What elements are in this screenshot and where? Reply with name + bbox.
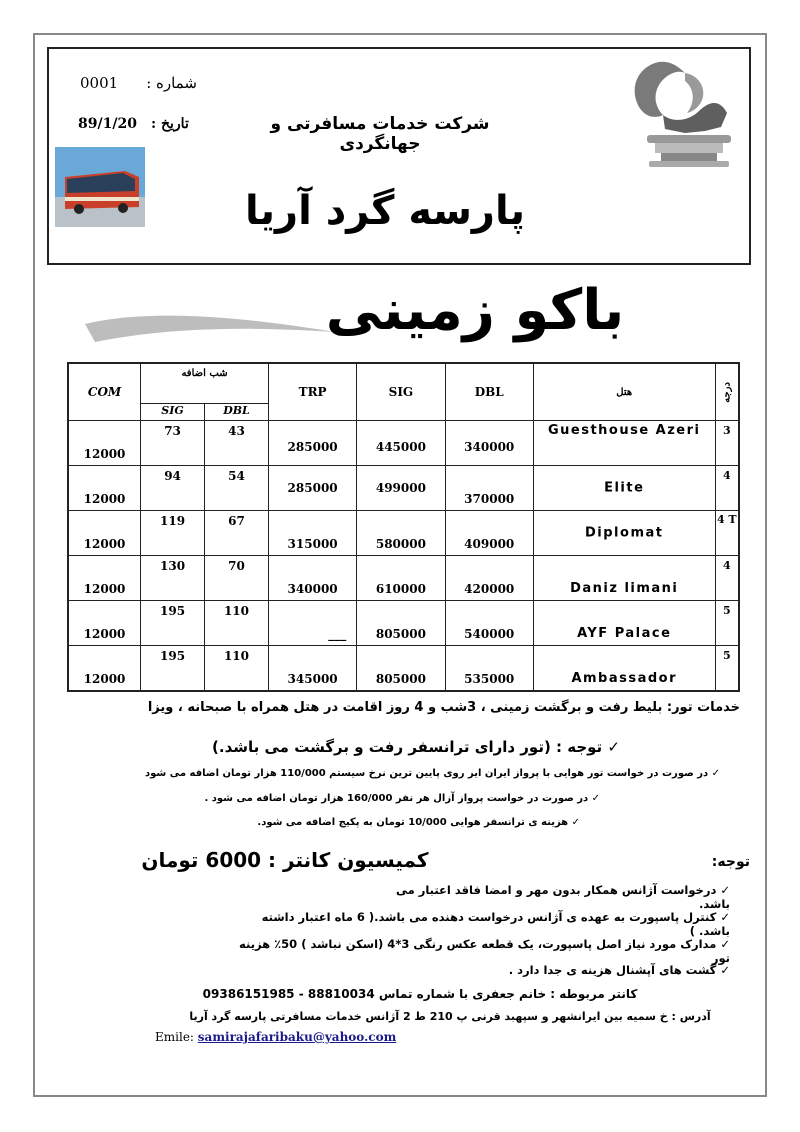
cell-sig: 580000 — [357, 511, 445, 556]
cell-grade: 4 — [715, 556, 739, 601]
check-icon: ✓ — [588, 793, 600, 804]
air-note-2: ✓ در صورت در خواست پرواز آزال هر نفر 160/000 هزار تومان اضافه می شود . — [204, 793, 600, 804]
cell-extra-dbl: 67 — [205, 511, 269, 556]
cell-hotel: Guesthouse Azeri — [533, 421, 715, 466]
table-row — [68, 601, 739, 646]
cell-com: 12000 — [68, 466, 141, 511]
cell-extra-sig: 94 — [141, 466, 205, 511]
bullet-item: ✓ مدارک مورد نیاز اصل پاسپورت، یک قطعه عکس رنگی 3*4 (اسکن نباشد ) 50٪ هزینه تور — [239, 937, 730, 965]
header-grade: درجه — [715, 363, 739, 421]
cell-hotel: Elite — [533, 466, 715, 511]
cell-sig: 499000 — [357, 466, 445, 511]
table-row — [68, 466, 739, 511]
cell-hotel: Ambassador — [533, 646, 715, 692]
header-extra-dbl: DBL — [223, 403, 250, 417]
bullet-item: ✓ گشت های آپشنال هزینه ی جدا دارد . — [508, 963, 730, 977]
document-number — [80, 74, 210, 92]
cell-extra-dbl: 43 — [205, 421, 269, 466]
document-number-value: 0001 — [80, 74, 119, 92]
cell-sig: 610000 — [357, 556, 445, 601]
cell-extra-dbl: 54 — [205, 466, 269, 511]
transfer-note: ✓ توجه : (تور دارای ترانسفر رفت و برگشت می باشد.) — [212, 738, 620, 756]
email-link[interactable]: samirajafaribaku@yahoo.com — [197, 1030, 397, 1044]
counter-commission: کمیسیون کانتر : 6000 تومان — [141, 848, 429, 872]
cell-dbl: 535000 — [445, 646, 533, 692]
cell-dbl: 420000 — [445, 556, 533, 601]
check-icon: ✓ — [602, 738, 620, 756]
cell-grade: 5 — [715, 601, 739, 646]
cell-extra-dbl: 110 — [205, 601, 269, 646]
cell-trp: ___ — [268, 601, 356, 646]
cell-trp: 315000 — [268, 511, 356, 556]
check-icon: ✓ — [708, 768, 720, 779]
price-table — [67, 362, 740, 692]
cell-sig: 805000 — [357, 601, 445, 646]
cell-sig: 805000 — [357, 646, 445, 692]
cell-com: 12000 — [68, 511, 141, 556]
header-sig: SIG — [357, 363, 445, 421]
check-icon: ✓ — [716, 937, 730, 951]
document-number-label: شماره : — [146, 74, 197, 92]
cell-extra-sig: 195 — [141, 646, 205, 692]
cell-com: 12000 — [68, 646, 141, 692]
cell-dbl: 370000 — [445, 466, 533, 511]
bullet-item: ✓ کنترل پاسپورت به عهده ی آژانس درخواست دهنده می باشد.( 6 ماه اعتبار داشته باشد. ) — [261, 910, 730, 938]
cell-com: 12000 — [68, 421, 141, 466]
header-extra-night: شب اضافه SIG DBL — [141, 363, 269, 421]
header-com: COM — [68, 363, 141, 421]
cell-hotel: Diplomat — [533, 511, 715, 556]
cell-extra-sig: 195 — [141, 601, 205, 646]
cell-grade: 3 — [715, 421, 739, 466]
cell-trp: 345000 — [268, 646, 356, 692]
brand-name: پارسه گرد آریا — [245, 188, 525, 234]
header-hotel: هتل — [533, 363, 715, 421]
check-icon: ✓ — [716, 963, 730, 977]
email-line — [155, 1030, 415, 1044]
tour-services: خدمات تور: بلیط رفت و برگشت زمینی ، 3شب و 4 روز اقامت در هتل همراه با صبحانه ، ویزا — [147, 700, 740, 715]
check-icon: ✓ — [716, 910, 730, 924]
bullet-item: ✓ درخواست آژانس همکار بدون مهر و امضا فاقد اعتبار می باشد. — [395, 883, 730, 911]
air-note-1: ✓ در صورت در خواست تور هوایی با پرواز ایران ایر روی پایین ترین نرخ سیستم 110/000 هزار تومان اضافه می شود — [145, 768, 720, 779]
table-row — [68, 556, 739, 601]
check-icon: ✓ — [716, 883, 730, 897]
table-row — [68, 646, 739, 692]
bus-image — [55, 147, 145, 227]
cell-com: 12000 — [68, 556, 141, 601]
cell-extra-dbl: 70 — [205, 556, 269, 601]
document-date-value: 89/1/20 — [78, 116, 137, 132]
header-trp: TRP — [268, 363, 356, 421]
address-info: آدرس : خ سمیه بین ایرانشهر و سپهبد قرنی پ 210 ط 2 آژانس خدمات مسافرتی پارسه گرد آریا — [189, 1010, 711, 1023]
cell-grade: 4 T — [715, 511, 739, 556]
document-date — [78, 116, 218, 132]
cell-grade: 4 — [715, 466, 739, 511]
cell-sig: 445000 — [357, 421, 445, 466]
table-header-row — [68, 363, 739, 421]
cell-extra-sig: 73 — [141, 421, 205, 466]
cell-grade: 5 — [715, 646, 739, 692]
cell-hotel: AYF Palace — [533, 601, 715, 646]
cell-trp: 285000 — [268, 466, 356, 511]
table-row — [68, 511, 739, 556]
cell-dbl: 340000 — [445, 421, 533, 466]
air-note-3: ✓ هزینه ی ترانسفر هوایی 10/000 تومان به پکیج اضافه می شود. — [257, 817, 580, 828]
cell-dbl: 409000 — [445, 511, 533, 556]
email-label: Emile: — [155, 1030, 194, 1044]
persepolis-logo-icon — [625, 55, 743, 173]
tour-headline: باکو زمینی — [325, 278, 625, 343]
cell-extra-sig: 130 — [141, 556, 205, 601]
cell-extra-sig: 119 — [141, 511, 205, 556]
cell-dbl: 540000 — [445, 601, 533, 646]
table-row — [68, 421, 739, 466]
cell-com: 12000 — [68, 601, 141, 646]
cell-hotel: Daniz limani — [533, 556, 715, 601]
cell-trp: 285000 — [268, 421, 356, 466]
cell-trp: 340000 — [268, 556, 356, 601]
contact-info: کانتر مربوطه : خانم جعفری با شماره تماس 88810034 - 09386151985 — [202, 987, 638, 1001]
check-icon: ✓ — [568, 817, 580, 828]
header-dbl: DBL — [445, 363, 533, 421]
cell-extra-dbl: 110 — [205, 646, 269, 692]
company-description: شرکت خدمات مسافرتی و جهانگردی — [270, 114, 490, 154]
notice-label: توجه: — [711, 854, 750, 870]
document-date-label: تاریخ : — [150, 116, 189, 132]
header-extra-sig: SIG — [141, 404, 205, 420]
